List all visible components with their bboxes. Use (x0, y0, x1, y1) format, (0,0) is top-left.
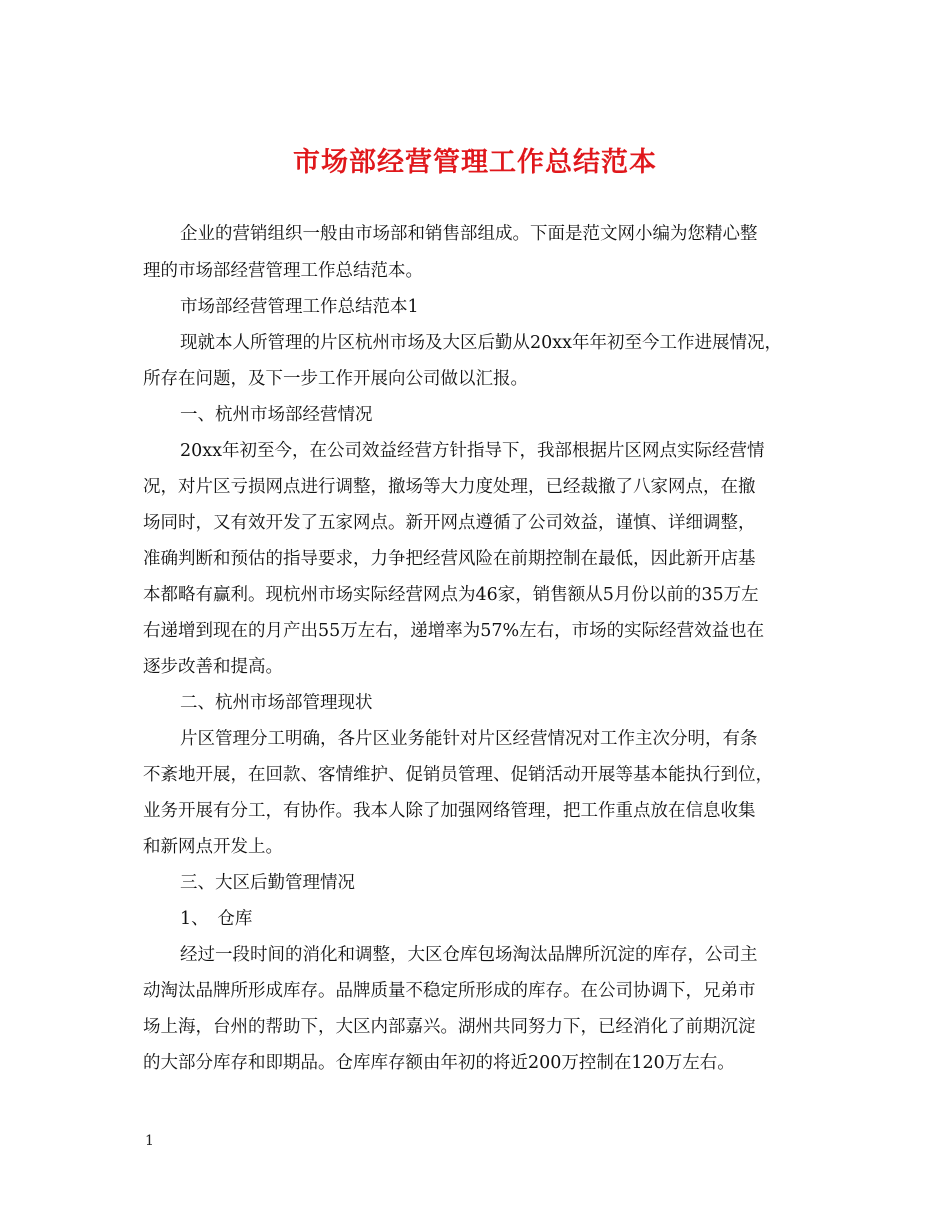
paragraph-line: 片区管理分工明确，各片区业务能针对片区经营情况对工作主次分明，有条 (180, 729, 758, 749)
paragraph-line: 不紊地开展，在回款、客情维护、促销员管理、促销活动开展等基本能执行到位， (143, 765, 773, 785)
paragraph-line: 动淘汰品牌所形成库存。品牌质量不稳定所形成的库存。在公司协调下，兄弟市 (143, 981, 756, 1001)
paragraph-line: 和新网点开发上。 (143, 837, 283, 857)
paragraph-line: 所存在问题，及下一步工作开展向公司做以汇报。 (143, 369, 528, 389)
section-heading: 三、大区后勤管理情况 (180, 873, 355, 893)
paragraph-line: 经过一段时间的消化和调整，大区仓库包场淘汰品牌所沉淀的库存，公司主 (180, 945, 758, 965)
paragraph-line: 20xx年初至今，在公司效益经营方针指导下，我部根据片区网点实际经营情 (180, 441, 765, 461)
paragraph-line: 场同时，又有效开发了五家网点。新开网点遵循了公司效益，谨慎、详细调整， (143, 513, 756, 533)
paragraph-line: 本都略有赢利。现杭州市场实际经营网点为46家，销售额从5月份以前的35万左 (143, 585, 759, 605)
paragraph-line: 理的市场部经营管理工作总结范本。 (143, 261, 423, 281)
section-heading: 一、杭州市场部经营情况 (180, 405, 373, 425)
paragraph-line: 场上海，台州的帮助下，大区内部嘉兴。湖州共同努力下，已经消化了前期沉淀 (143, 1017, 756, 1037)
paragraph-line: 右递增到现在的月产出55万左右，递增率为57%左右，市场的实际经营效益也在 (143, 621, 765, 641)
section-heading: 市场部经营管理工作总结范本1 (180, 297, 419, 317)
document-title: 市场部经营管理工作总结范本 (293, 147, 657, 178)
paragraph-line: 况，对片区亏损网点进行调整，撤场等大力度处理，已经裁撤了八家网点，在撤 (143, 477, 756, 497)
page-number: 1 (145, 1133, 154, 1149)
paragraph-line: 现就本人所管理的片区杭州市场及大区后勤从20xx年年初至今工作进展情况， (180, 333, 783, 353)
paragraph-line: 逐步改善和提高。 (143, 657, 283, 677)
paragraph-line: 企业的营销组织一般由市场部和销售部组成。下面是范文网小编为您精心整 (180, 224, 758, 244)
subsection-heading: 1、 仓库 (180, 909, 253, 929)
section-heading: 二、杭州市场部管理现状 (180, 693, 373, 713)
paragraph-line: 业务开展有分工，有协作。我本人除了加强网络管理，把工作重点放在信息收集 (143, 801, 756, 821)
paragraph-line: 准确判断和预估的指导要求，力争把经营风险在前期控制在最低，因此新开店基 (143, 549, 756, 569)
paragraph-line: 的大部分库存和即期品。仓库库存额由年初的将近200万控制在120万左右。 (143, 1053, 735, 1073)
